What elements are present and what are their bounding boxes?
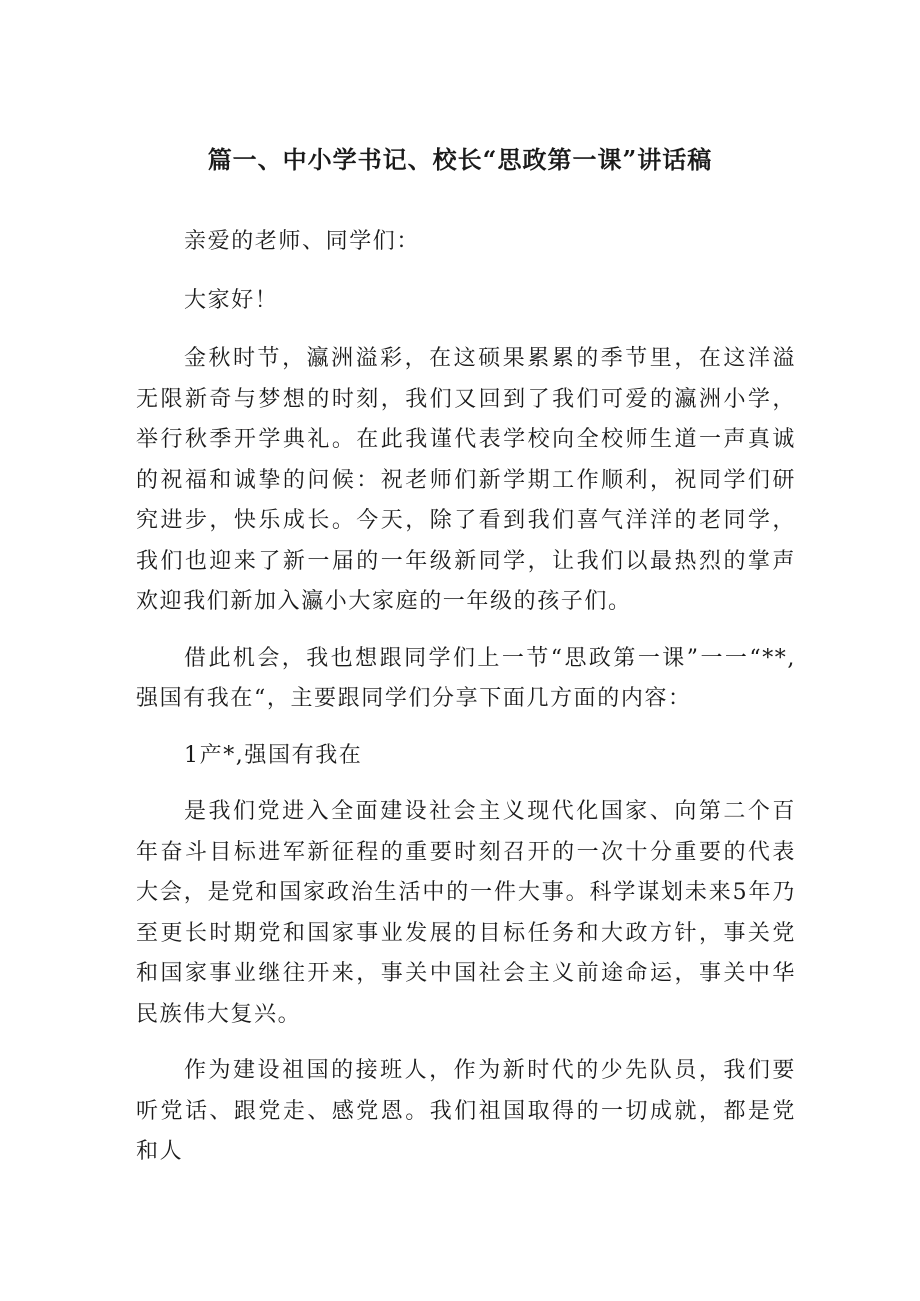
paragraph-opening: 金秋时节，瀛洲溢彩，在这硕果累累的季节里，在这洋溢无限新奇与梦想的时刻，我们又回到了我们可爱的瀛洲小学，举行秋季开学典礼。在此我谨代表学校向全校师生道一声真诚的祝福和诚挚的问候：祝老师们新学期工作顺利，祝同学们研究进步，快乐成长。今天，除了看到我们喜气洋洋的老同学，我们也迎来了新一届的一年级新同学，让我们以最热烈的掌声欢迎我们新加入瀛小大家庭的一年级的孩子们。 bbox=[136, 346, 796, 614]
document-body bbox=[136, 222, 796, 1189]
greeting: 大家好！ bbox=[184, 287, 279, 313]
paragraph-successor: 作为建设祖国的接班人，作为新时代的少先队员，我们要听党话、跟党走、感党恩。我们祖国取得的一切成就，都是党和人 bbox=[136, 1058, 796, 1164]
section-heading: 1产*,强国有我在 bbox=[184, 742, 363, 768]
paragraph-intro: 借此机会，我也想跟同学们上一节“思政第一课”一一“**,强国有我在“，主要跟同学们分享下面几方面的内容： bbox=[136, 645, 796, 711]
salutation: 亲爱的老师、同学们： bbox=[184, 229, 421, 254]
paragraph-congress: 是我们党进入全面建设社会主义现代化国家、向第二个百年奋斗目标进军新征程的重要时刻召开的一次十分重要的代表大会，是党和国家政治生活中的一件大事。科学谋划未来5年乃至更长时期党和国家事业发展的目标任务和大政方针，事关党和国家事业继往开来，事关中国社会主义前途命运，事关中华民族伟大复兴。 bbox=[136, 799, 796, 1027]
document-title: 篇一、中小学书记、校长“思政第一课”讲话稿 bbox=[207, 145, 713, 174]
